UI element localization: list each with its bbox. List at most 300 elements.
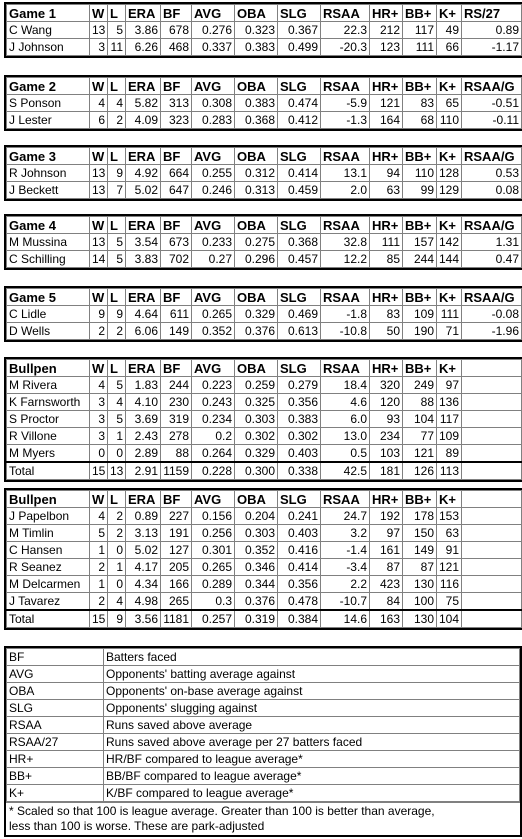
column-header: SLG — [278, 5, 321, 22]
stat-cell: 0.257 — [192, 610, 235, 628]
table-row — [7, 508, 522, 525]
stat-cell: 127 — [161, 542, 192, 559]
pitcher-name: K Farnsworth — [7, 394, 90, 411]
header-row — [7, 148, 522, 165]
stat-cell: 0.259 — [235, 377, 278, 394]
stat-cell: 4 — [90, 508, 108, 525]
stat-cell: -1.4 — [321, 542, 370, 559]
stat-cell: 0.383 — [235, 95, 278, 112]
table-row — [7, 112, 522, 129]
pitcher-name: J Tavarez — [7, 593, 90, 611]
column-header: RSAA/G — [462, 78, 522, 95]
stat-cell: 0.329 — [235, 306, 278, 323]
legend-term: HR+ — [7, 751, 104, 768]
column-header: RSAA/G — [462, 289, 522, 306]
stat-cell: 2 — [108, 323, 126, 340]
legend-row — [7, 666, 520, 683]
column-header: SLG — [278, 78, 321, 95]
stat-cell: 181 — [370, 462, 403, 480]
empty-cell — [462, 445, 522, 463]
empty-cell — [462, 576, 522, 593]
stat-cell: 319 — [161, 411, 192, 428]
column-header: BF — [161, 217, 192, 234]
stat-cell: 313 — [161, 95, 192, 112]
stat-cell: 12.2 — [321, 251, 370, 268]
stat-cell: 5 — [108, 234, 126, 251]
pitcher-name: M Timlin — [7, 525, 90, 542]
total-row — [7, 462, 522, 480]
column-header: RSAA/G — [462, 148, 522, 165]
stat-cell: 0.156 — [192, 508, 235, 525]
stat-cell: 190 — [403, 323, 437, 340]
stat-cell: 161 — [370, 542, 403, 559]
column-header: K+ — [437, 289, 462, 306]
stat-cell: 87 — [370, 559, 403, 576]
stat-cell: 244 — [403, 251, 437, 268]
stat-cell: 0.313 — [235, 182, 278, 199]
stat-cell: 0.459 — [278, 182, 321, 199]
stat-cell: 0.356 — [278, 394, 321, 411]
stat-cell: 2 — [108, 508, 126, 525]
column-header: BF — [161, 289, 192, 306]
stat-cell: 144 — [437, 251, 462, 268]
stat-cell: 0.329 — [235, 445, 278, 463]
column-header: OBA — [235, 217, 278, 234]
stat-cell: 130 — [403, 610, 437, 628]
stat-cell: 6.06 — [126, 323, 161, 340]
column-header: W — [90, 148, 108, 165]
stat-cell: 121 — [403, 445, 437, 463]
column-header: BB+ — [403, 491, 437, 508]
column-header: RSAA — [321, 360, 370, 377]
stat-cell: 77 — [403, 428, 437, 445]
column-header: L — [108, 360, 126, 377]
stat-cell: 265 — [161, 593, 192, 611]
pitcher-name: S Ponson — [7, 95, 90, 112]
table-row — [7, 394, 522, 411]
stat-cell: -0.08 — [462, 306, 522, 323]
column-header: RS/27 — [462, 5, 522, 22]
stat-cell: 0.300 — [235, 462, 278, 480]
stat-cell: 9 — [108, 165, 126, 182]
table-row — [7, 251, 522, 268]
game-1-table — [4, 2, 522, 58]
stat-cell: 0.27 — [192, 251, 235, 268]
pitcher-name: C Hansen — [7, 542, 90, 559]
stat-cell: 121 — [437, 559, 462, 576]
stat-cell: 611 — [161, 306, 192, 323]
table-row — [7, 22, 522, 39]
column-header: RSAA — [321, 217, 370, 234]
legend-definition: Runs saved above average — [104, 717, 520, 734]
column-header: HR+ — [370, 217, 403, 234]
stat-cell: 83 — [370, 306, 403, 323]
stat-cell: 103 — [370, 445, 403, 463]
pitcher-name: J Lester — [7, 112, 90, 129]
stat-cell: 94 — [370, 165, 403, 182]
stat-cell: 0 — [90, 445, 108, 463]
stat-cell: 13 — [108, 462, 126, 480]
stat-cell: 0.338 — [278, 462, 321, 480]
pitcher-name: S Proctor — [7, 411, 90, 428]
legend-term: RSAA — [7, 717, 104, 734]
column-header: SLG — [278, 491, 321, 508]
stat-cell: 5 — [108, 411, 126, 428]
column-header: L — [108, 289, 126, 306]
pitcher-name: R Johnson — [7, 165, 90, 182]
column-header: HR+ — [370, 360, 403, 377]
stat-cell: 323 — [161, 112, 192, 129]
legend-term: SLG — [7, 700, 104, 717]
stat-cell: -1.3 — [321, 112, 370, 129]
stat-cell: 97 — [437, 377, 462, 394]
stat-cell: 0.478 — [278, 593, 321, 611]
column-header: AVG — [192, 491, 235, 508]
stat-cell: 128 — [437, 165, 462, 182]
stat-cell: 9 — [108, 306, 126, 323]
stat-cell: 0.5 — [321, 445, 370, 463]
stat-cell: 2.2 — [321, 576, 370, 593]
stat-cell: 0.302 — [278, 428, 321, 445]
game-title: Game 3 — [7, 148, 90, 165]
stat-cell: 66 — [437, 39, 462, 56]
pitcher-name: C Lidle — [7, 306, 90, 323]
stat-cell: 0.246 — [192, 182, 235, 199]
stat-cell: 142 — [437, 234, 462, 251]
stat-cell: -0.51 — [462, 95, 522, 112]
legend-term: OBA — [7, 683, 104, 700]
stat-cell: 0.301 — [192, 542, 235, 559]
legend-row — [7, 649, 520, 666]
stat-cell: 22.3 — [321, 22, 370, 39]
stat-cell: 1 — [108, 559, 126, 576]
column-header: OBA — [235, 491, 278, 508]
stat-cell: 63 — [437, 525, 462, 542]
column-header: K+ — [437, 217, 462, 234]
stat-cell: 0.352 — [192, 323, 235, 340]
stat-cell: 89 — [437, 445, 462, 463]
column-header: L — [108, 148, 126, 165]
game-title: Game 1 — [7, 5, 90, 22]
column-header: AVG — [192, 217, 235, 234]
stat-cell: 4.17 — [126, 559, 161, 576]
column-header: K+ — [437, 78, 462, 95]
stat-cell: 278 — [161, 428, 192, 445]
stat-cell: 2 — [108, 112, 126, 129]
table-row — [7, 39, 522, 56]
stat-cell: 0 — [108, 576, 126, 593]
empty-cell — [462, 508, 522, 525]
table-row — [7, 165, 522, 182]
empty-cell — [462, 360, 522, 377]
stat-cell: 0.265 — [192, 306, 235, 323]
column-header: ERA — [126, 217, 161, 234]
column-header: AVG — [192, 360, 235, 377]
legend-term: K+ — [7, 785, 104, 802]
stat-cell: 0 — [108, 542, 126, 559]
game-title: Game 2 — [7, 78, 90, 95]
stat-cell: 178 — [403, 508, 437, 525]
empty-cell — [462, 525, 522, 542]
stat-cell: 4.64 — [126, 306, 161, 323]
column-header: BB+ — [403, 289, 437, 306]
stat-cell: 0.308 — [192, 95, 235, 112]
stat-cell: 0.283 — [192, 112, 235, 129]
legend-term: BF — [7, 649, 104, 666]
pitcher-name: J Johnson — [7, 39, 90, 56]
legend-definition: Batters faced — [104, 649, 520, 666]
empty-cell — [462, 411, 522, 428]
column-header: RSAA — [321, 491, 370, 508]
table-row — [7, 428, 522, 445]
stat-cell: 111 — [370, 234, 403, 251]
stat-cell: 0.312 — [235, 165, 278, 182]
stat-cell: 0.2 — [192, 428, 235, 445]
column-header: HR+ — [370, 491, 403, 508]
stat-cell: 3.13 — [126, 525, 161, 542]
stat-cell: 5 — [108, 22, 126, 39]
stat-cell: 166 — [161, 576, 192, 593]
stat-cell: 0.403 — [278, 445, 321, 463]
stat-cell: 0.89 — [462, 22, 522, 39]
stat-cell: 153 — [437, 508, 462, 525]
stat-cell: 5 — [108, 377, 126, 394]
stat-cell: 0.303 — [235, 411, 278, 428]
table-row — [7, 323, 522, 340]
column-header: OBA — [235, 289, 278, 306]
column-header: BF — [161, 5, 192, 22]
stat-cell: 0.403 — [278, 525, 321, 542]
stat-cell: 191 — [161, 525, 192, 542]
stat-cell: 5.82 — [126, 95, 161, 112]
legend-definition: HR/BF compared to league average* — [104, 751, 520, 768]
pitcher-name: D Wells — [7, 323, 90, 340]
column-header: W — [90, 289, 108, 306]
stat-cell: 3.2 — [321, 525, 370, 542]
stat-cell: 1.83 — [126, 377, 161, 394]
table-row — [7, 525, 522, 542]
column-header: SLG — [278, 289, 321, 306]
game-title: Game 5 — [7, 289, 90, 306]
stat-cell: 136 — [437, 394, 462, 411]
stat-cell: 13.0 — [321, 428, 370, 445]
stat-cell: 164 — [370, 112, 403, 129]
stat-cell: 0.255 — [192, 165, 235, 182]
column-header: HR+ — [370, 5, 403, 22]
column-header: L — [108, 491, 126, 508]
stat-cell: 3.86 — [126, 22, 161, 39]
empty-cell — [462, 377, 522, 394]
column-header: RSAA/G — [462, 217, 522, 234]
table-row — [7, 411, 522, 428]
pitcher-name: C Wang — [7, 22, 90, 39]
stat-cell: 63 — [370, 182, 403, 199]
empty-cell — [462, 610, 522, 628]
table-row — [7, 542, 522, 559]
stat-cell: 4 — [90, 377, 108, 394]
stat-cell: 0.416 — [278, 542, 321, 559]
column-header: HR+ — [370, 289, 403, 306]
header-row — [7, 217, 522, 234]
stat-cell: 0.352 — [235, 542, 278, 559]
legend-row — [7, 683, 520, 700]
stat-cell: 468 — [161, 39, 192, 56]
stat-cell: 6.0 — [321, 411, 370, 428]
legend-definition: Opponents' on-base average against — [104, 683, 520, 700]
pitcher-name: J Beckett — [7, 182, 90, 199]
stat-cell: 4.09 — [126, 112, 161, 129]
column-header: L — [108, 217, 126, 234]
stat-cell: -10.7 — [321, 593, 370, 611]
stat-cell: 2 — [90, 559, 108, 576]
game-title: Game 4 — [7, 217, 90, 234]
empty-cell — [462, 491, 522, 508]
stat-cell: 111 — [403, 39, 437, 56]
pitcher-name: C Schilling — [7, 251, 90, 268]
stat-cell: 6.26 — [126, 39, 161, 56]
stat-cell: 0.223 — [192, 377, 235, 394]
column-header: K+ — [437, 5, 462, 22]
stat-cell: 3.54 — [126, 234, 161, 251]
stat-cell: 49 — [437, 22, 462, 39]
bullpen-title: Bullpen — [7, 491, 90, 508]
column-header: BB+ — [403, 78, 437, 95]
stat-cell: 664 — [161, 165, 192, 182]
stat-cell: 83 — [403, 95, 437, 112]
stat-cell: 18.4 — [321, 377, 370, 394]
column-header: W — [90, 5, 108, 22]
column-header: OBA — [235, 78, 278, 95]
stat-cell: 647 — [161, 182, 192, 199]
stat-cell: 3.83 — [126, 251, 161, 268]
stat-cell: -5.9 — [321, 95, 370, 112]
stat-cell: 2.91 — [126, 462, 161, 480]
pitcher-name: Total — [7, 610, 90, 628]
column-header: BB+ — [403, 360, 437, 377]
stat-cell: 0.356 — [278, 576, 321, 593]
column-header: K+ — [437, 360, 462, 377]
column-header: ERA — [126, 491, 161, 508]
stat-cell: 3.69 — [126, 411, 161, 428]
column-header: AVG — [192, 78, 235, 95]
stat-cell: 0.241 — [278, 508, 321, 525]
stat-cell: 0.376 — [235, 593, 278, 611]
stat-cell: 1.31 — [462, 234, 522, 251]
stat-cell: 2.89 — [126, 445, 161, 463]
pitcher-name: M Delcarmen — [7, 576, 90, 593]
stat-cell: 4.98 — [126, 593, 161, 611]
stat-cell: 0.368 — [278, 234, 321, 251]
column-header: BF — [161, 360, 192, 377]
legend-row — [7, 700, 520, 717]
legend-definition: K/BF compared to league average* — [104, 785, 520, 802]
stat-cell: 163 — [370, 610, 403, 628]
legend-definition: Opponents' batting average against — [104, 666, 520, 683]
empty-cell — [462, 428, 522, 445]
stat-cell: 0.344 — [235, 576, 278, 593]
stat-cell: 4.92 — [126, 165, 161, 182]
bullpen-2-table — [4, 488, 522, 630]
stat-cell: 4 — [90, 95, 108, 112]
stat-cell: -0.11 — [462, 112, 522, 129]
stat-cell: 91 — [437, 542, 462, 559]
stat-cell: 13 — [90, 165, 108, 182]
stat-cell: 0.368 — [235, 112, 278, 129]
column-header: W — [90, 217, 108, 234]
legend-definition: Opponents' slugging against — [104, 700, 520, 717]
column-header: RSAA — [321, 289, 370, 306]
stat-cell: -3.4 — [321, 559, 370, 576]
pitcher-name: M Mussina — [7, 234, 90, 251]
stat-cell: 15 — [90, 462, 108, 480]
stat-cell: 1181 — [161, 610, 192, 628]
column-header: K+ — [437, 491, 462, 508]
table-row — [7, 306, 522, 323]
stat-cell: 0.53 — [462, 165, 522, 182]
stat-cell: 249 — [403, 377, 437, 394]
stat-cell: 0.474 — [278, 95, 321, 112]
stat-cell: 50 — [370, 323, 403, 340]
stat-cell: 157 — [403, 234, 437, 251]
legend-term: RSAA/27 — [7, 734, 104, 751]
stat-cell: 99 — [403, 182, 437, 199]
legend-row — [7, 751, 520, 768]
bullpen-title: Bullpen — [7, 360, 90, 377]
header-row — [7, 360, 522, 377]
column-header: SLG — [278, 360, 321, 377]
stat-cell: 9 — [108, 610, 126, 628]
stat-cell: 104 — [403, 411, 437, 428]
table-row — [7, 377, 522, 394]
stat-cell: 230 — [161, 394, 192, 411]
stat-cell: 0.279 — [278, 377, 321, 394]
stat-cell: 0.414 — [278, 165, 321, 182]
stat-cell: 0.499 — [278, 39, 321, 56]
stat-cell: 2 — [108, 525, 126, 542]
stat-cell: 192 — [370, 508, 403, 525]
stat-cell: 234 — [370, 428, 403, 445]
stat-cell: 113 — [437, 462, 462, 480]
stat-cell: 0.319 — [235, 610, 278, 628]
column-header: HR+ — [370, 148, 403, 165]
stat-cell: 14.6 — [321, 610, 370, 628]
stat-cell: 0.89 — [126, 508, 161, 525]
stat-cell: 121 — [370, 95, 403, 112]
stat-cell: 149 — [161, 323, 192, 340]
header-row — [7, 5, 522, 22]
stat-cell: -10.8 — [321, 323, 370, 340]
stat-cell: 15 — [90, 610, 108, 628]
game-5-table — [4, 286, 522, 342]
legend-term: AVG — [7, 666, 104, 683]
stat-cell: 71 — [437, 323, 462, 340]
stat-cell: 320 — [370, 377, 403, 394]
footnote-line: * Scaled so that 100 is league average. Greater than 100 is better than average, — [9, 804, 435, 818]
stat-cell: 85 — [370, 251, 403, 268]
stat-cell: 120 — [370, 394, 403, 411]
stat-cell: 100 — [403, 593, 437, 611]
legend-row — [7, 768, 520, 785]
stat-cell: 117 — [403, 22, 437, 39]
empty-cell — [462, 559, 522, 576]
stat-cell: 4.6 — [321, 394, 370, 411]
stat-cell: -1.96 — [462, 323, 522, 340]
column-header: SLG — [278, 217, 321, 234]
stat-cell: 97 — [370, 525, 403, 542]
stat-cell: 2.0 — [321, 182, 370, 199]
stat-cell: 129 — [437, 182, 462, 199]
stat-cell: 2.43 — [126, 428, 161, 445]
